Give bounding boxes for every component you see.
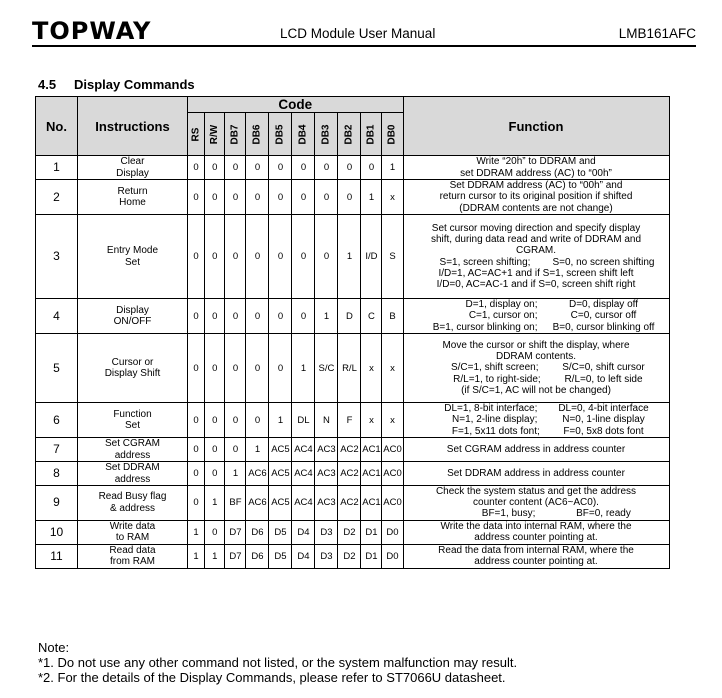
code-bit-cell: AC0 (382, 462, 403, 486)
instruction-line: Function (113, 408, 152, 420)
bit-header (292, 113, 315, 156)
code-bit-cell: 1 (205, 544, 225, 568)
code-bit-cell: R/L (338, 334, 361, 403)
code-bit-cell: S (382, 215, 403, 299)
row-number: 11 (36, 544, 78, 568)
code-bit-cell: D6 (246, 544, 269, 568)
instruction-line: Set DDRAM (105, 462, 160, 473)
bit-header-label: DB4 (297, 123, 309, 145)
code-bit-cell: 0 (246, 156, 269, 180)
code-bit-cell: AC2 (338, 462, 361, 486)
bit-header (382, 113, 403, 156)
code-bit-cell: 1 (188, 520, 205, 544)
function-line (404, 299, 669, 310)
code-bit-cell: 0 (292, 180, 315, 215)
function-line-left: S/C=1, shift screen; (450, 362, 539, 374)
code-bit-cell: 1 (225, 462, 246, 486)
instruction-cell (78, 486, 188, 521)
row-number: 2 (36, 180, 78, 215)
instruction-line: Clear (120, 156, 145, 167)
instruction-line: Display (116, 304, 149, 316)
function-line (404, 374, 669, 385)
instruction-line: from RAM (110, 556, 155, 568)
code-bit-cell: 0 (188, 462, 205, 486)
note-2: *2. For the details of the Display Commands, please refer to ST7066U datasheet. (38, 670, 506, 685)
instruction-line: to RAM (115, 532, 150, 544)
display-commands-table (35, 96, 670, 569)
code-bit-cell: 0 (225, 215, 246, 299)
code-bit-cell: x (382, 334, 403, 403)
function-line-right: F=0, 5x8 dots font (563, 425, 644, 437)
model-number: LMB161AFC (618, 26, 696, 41)
instruction-line: Write data (109, 520, 156, 532)
function-line-left: B=1, cursor blinking on; (432, 321, 538, 333)
table-row (36, 299, 670, 334)
bit-header (269, 113, 292, 156)
code-bit-cell: 0 (246, 180, 269, 215)
bit-header (361, 113, 382, 156)
code-bit-cell: D1 (361, 544, 382, 568)
instruction-line: Read Busy flag (98, 491, 167, 503)
function-line-left: F=1, 5x11 dots font; (451, 425, 540, 437)
code-bit-cell: 0 (246, 334, 269, 403)
code-bit-cell: D2 (338, 544, 361, 568)
instruction-line: & address (109, 502, 156, 514)
function-line-right: C=0, cursor off (570, 310, 637, 322)
instruction-cell (78, 334, 188, 403)
function-line: Set CGRAM address in address counter (446, 443, 626, 455)
function-line (404, 403, 669, 414)
row-number: 4 (36, 299, 78, 334)
function-line-right: R/L=0, to left side (564, 373, 643, 385)
code-bit-cell: D3 (315, 544, 338, 568)
function-line-right: S/C=0, shift cursor (562, 362, 645, 374)
code-bit-cell: D (338, 299, 361, 334)
code-bit-cell: 0 (246, 403, 269, 438)
function-line: counter content (AC6~AC0). (473, 497, 599, 509)
manual-title: LCD Module User Manual (280, 26, 436, 41)
code-bit-cell: 0 (205, 299, 225, 334)
header-rule (32, 45, 696, 47)
code-bit-cell: AC1 (361, 486, 382, 521)
table-row (36, 462, 670, 486)
table-row (36, 156, 670, 180)
code-bit-cell: AC2 (338, 486, 361, 521)
code-bit-cell: D4 (292, 544, 315, 568)
instruction-line: Display Shift (104, 368, 161, 379)
code-bit-cell: S/C (315, 334, 338, 403)
code-bit-cell: 0 (205, 215, 225, 299)
code-bit-cell: 0 (292, 215, 315, 299)
bit-header (338, 113, 361, 156)
instruction-line: Set (124, 420, 140, 431)
code-bit-cell: 0 (269, 180, 292, 215)
table-row (36, 215, 670, 299)
code-bit-cell: B (382, 299, 403, 334)
function-line: Write “20h” to DDRAM and (476, 156, 596, 168)
row-number: 6 (36, 403, 78, 438)
page-header (32, 18, 696, 44)
column-header-function: Function (403, 97, 669, 156)
instruction-line: Display (116, 167, 149, 179)
instruction-cell (78, 156, 188, 180)
code-bit-cell: 0 (225, 334, 246, 403)
code-bit-cell: x (361, 334, 382, 403)
function-line: set DDRAM address (AC) to “00h” (460, 167, 612, 179)
row-number: 3 (36, 215, 78, 299)
code-bit-cell: 0 (205, 462, 225, 486)
function-line: (DDRAM contents are not change) (459, 202, 613, 214)
instruction-cell (78, 544, 188, 568)
function-line: DDRAM contents. (495, 351, 577, 363)
function-line: CGRAM. (516, 245, 556, 257)
code-bit-cell: AC5 (269, 438, 292, 462)
function-line: Set DDRAM address (AC) to “00h” and (449, 180, 623, 192)
row-number: 7 (36, 438, 78, 462)
code-bit-cell: 0 (246, 299, 269, 334)
code-bit-cell: 0 (225, 156, 246, 180)
code-bit-cell: x (382, 403, 403, 438)
function-line-left: C=1, cursor on; (468, 310, 538, 322)
row-number: 8 (36, 462, 78, 486)
instruction-cell (78, 462, 188, 486)
function-cell (403, 180, 669, 215)
company-logo: TOPWAY (32, 17, 152, 45)
instruction-cell (78, 438, 188, 462)
function-cell (403, 438, 669, 462)
instruction-line: Read data (109, 544, 156, 556)
instruction-cell (78, 403, 188, 438)
code-bit-cell: AC3 (315, 438, 338, 462)
function-line: Write the data into internal RAM, where the (440, 520, 632, 532)
function-line (404, 310, 669, 321)
code-bit-cell: 0 (188, 215, 205, 299)
code-bit-cell: 0 (338, 156, 361, 180)
function-line: return cursor to its original position if shifted (439, 191, 633, 203)
code-bit-cell: AC0 (382, 486, 403, 521)
code-bit-cell: AC4 (292, 486, 315, 521)
table-row (36, 180, 670, 215)
instruction-line: Set (124, 256, 140, 268)
instruction-cell (78, 520, 188, 544)
bit-header (246, 113, 269, 156)
code-bit-cell: x (361, 403, 382, 438)
instruction-line: ON/OFF (113, 316, 152, 327)
row-number: 10 (36, 520, 78, 544)
code-bit-cell: 0 (205, 334, 225, 403)
table-row (36, 544, 670, 568)
section-number: 4.5 (38, 77, 57, 92)
instruction-line: Set CGRAM (104, 438, 160, 449)
code-bit-cell: 0 (246, 215, 269, 299)
code-bit-cell: 0 (205, 403, 225, 438)
code-bit-cell: 1 (205, 486, 225, 521)
function-line: I/D=1, AC=AC+1 and if S=1, screen shift left (438, 267, 634, 279)
function-line-left: N=1, 2-line display; (452, 414, 538, 426)
row-number: 5 (36, 334, 78, 403)
function-line: shift, during data read and write of DDRAM and (430, 234, 642, 246)
code-bit-cell: 0 (205, 438, 225, 462)
code-bit-cell: AC1 (361, 438, 382, 462)
code-bit-cell: 0 (205, 520, 225, 544)
instruction-cell (78, 180, 188, 215)
code-bit-cell: AC3 (315, 462, 338, 486)
function-line-left: D=1, display on; (465, 299, 538, 311)
code-bit-cell: C (361, 299, 382, 334)
note-1: *1. Do not use any other command not listed, or the system malfunction may result. (38, 655, 518, 670)
function-line: Set cursor moving direction and specify display (431, 222, 641, 234)
function-cell (403, 403, 669, 438)
code-bit-cell: D3 (315, 520, 338, 544)
function-line: (if S/C=1, AC will not be changed) (461, 384, 611, 396)
code-bit-cell: 1 (338, 215, 361, 299)
code-bit-cell: D7 (225, 520, 246, 544)
function-line: Move the cursor or shift the display, where (442, 339, 630, 351)
instruction-line: Entry Mode (106, 245, 159, 256)
code-bit-cell: AC6 (246, 486, 269, 521)
code-bit-cell: AC4 (292, 462, 315, 486)
code-bit-cell: D6 (246, 520, 269, 544)
code-bit-cell: 1 (292, 334, 315, 403)
function-line-right: S=0, no screen shifting (552, 256, 655, 268)
code-bit-cell: 0 (188, 299, 205, 334)
code-bit-cell: I/D (361, 215, 382, 299)
function-line-right: DL=0, 4-bit interface (558, 403, 649, 415)
bit-header-label: R/W (209, 124, 221, 144)
row-number: 9 (36, 486, 78, 521)
section-heading (38, 78, 195, 92)
code-bit-cell: DL (292, 403, 315, 438)
table-row (36, 334, 670, 403)
function-cell (403, 544, 669, 568)
code-bit-cell: 1 (269, 403, 292, 438)
code-bit-cell: 1 (361, 180, 382, 215)
function-cell (403, 299, 669, 334)
code-bit-cell: D0 (382, 544, 403, 568)
row-number: 1 (36, 156, 78, 180)
function-cell (403, 520, 669, 544)
function-line-right: N=0, 1-line display (562, 414, 645, 426)
code-bit-cell: BF (225, 486, 246, 521)
function-line: Read the data from internal RAM, where the (438, 544, 634, 556)
function-line (404, 362, 669, 373)
code-bit-cell: D5 (269, 544, 292, 568)
code-bit-cell: 0 (205, 156, 225, 180)
code-bit-cell: D7 (225, 544, 246, 568)
code-bit-cell: 0 (269, 334, 292, 403)
instruction-cell (78, 299, 188, 334)
bit-header (315, 113, 338, 156)
function-cell (403, 156, 669, 180)
code-bit-cell: D0 (382, 520, 403, 544)
code-bit-cell: 0 (205, 180, 225, 215)
function-cell (403, 215, 669, 299)
code-bit-cell: D1 (361, 520, 382, 544)
table-row (36, 438, 670, 462)
code-bit-cell: 0 (269, 156, 292, 180)
bit-header (188, 113, 205, 156)
instruction-cell (78, 215, 188, 299)
instruction-line: address (114, 449, 151, 461)
code-bit-cell: AC4 (292, 438, 315, 462)
function-line-left: S=1, screen shifting; (439, 256, 531, 268)
code-bit-cell: 0 (315, 156, 338, 180)
code-bit-cell: 0 (338, 180, 361, 215)
instruction-line: Cursor or (111, 356, 154, 368)
code-bit-cell: AC6 (246, 462, 269, 486)
function-line: I/D=0, AC=AC-1 and if S=0, screen shift right (436, 278, 636, 290)
code-bit-cell: 0 (225, 180, 246, 215)
bit-header-label: DB0 (386, 123, 398, 145)
code-bit-cell: 0 (225, 403, 246, 438)
code-bit-cell: 0 (292, 156, 315, 180)
function-line (404, 426, 669, 437)
code-bit-cell: 0 (225, 438, 246, 462)
code-bit-cell: 0 (361, 156, 382, 180)
function-line-right: B=0, cursor blinking off (552, 321, 655, 333)
column-header-no: No. (36, 97, 78, 156)
code-bit-cell: AC5 (269, 462, 292, 486)
instruction-line: Return (117, 185, 148, 197)
instruction-line: Home (119, 197, 146, 208)
function-cell (403, 486, 669, 521)
code-bit-cell: 0 (188, 486, 205, 521)
code-bit-cell: 0 (292, 299, 315, 334)
code-bit-cell: AC1 (361, 462, 382, 486)
code-bit-cell: 0 (315, 215, 338, 299)
instruction-line: address (114, 473, 151, 485)
notes-block (38, 640, 517, 685)
bit-header-label: RS (190, 127, 202, 141)
function-line (404, 257, 669, 268)
function-line (404, 414, 669, 425)
bit-header-label: DB1 (365, 123, 377, 145)
code-bit-cell: AC3 (315, 486, 338, 521)
code-bit-cell: D2 (338, 520, 361, 544)
commands-body (36, 156, 670, 569)
code-bit-cell: AC5 (269, 486, 292, 521)
code-bit-cell: N (315, 403, 338, 438)
code-bit-cell: 1 (246, 438, 269, 462)
note-heading: Note: (38, 640, 70, 655)
function-line: address counter pointing at. (474, 532, 598, 544)
function-line: address counter pointing at. (474, 556, 598, 568)
code-bit-cell: 0 (188, 180, 205, 215)
function-line-right: D=0, display off (568, 299, 639, 311)
code-bit-cell: 0 (188, 403, 205, 438)
bit-header-label: DB5 (274, 123, 286, 145)
code-bit-cell: x (382, 180, 403, 215)
code-bit-cell: AC0 (382, 438, 403, 462)
bit-header (225, 113, 246, 156)
column-header-instructions: Instructions (78, 97, 188, 156)
bit-header-label: DB6 (251, 123, 263, 145)
function-line (404, 322, 669, 333)
function-line-left: DL=1, 8-bit interface; (444, 403, 538, 415)
section-title: Display Commands (74, 77, 195, 92)
code-bit-cell: 0 (225, 299, 246, 334)
function-line (404, 508, 669, 519)
code-bit-cell: 0 (269, 215, 292, 299)
bit-header-label: DB2 (343, 123, 355, 145)
code-bit-cell: 1 (382, 156, 403, 180)
code-bit-cell: AC2 (338, 438, 361, 462)
table-row (36, 520, 670, 544)
bit-header (205, 113, 225, 156)
table-row (36, 403, 670, 438)
code-bit-cell: D4 (292, 520, 315, 544)
code-bit-cell: 0 (315, 180, 338, 215)
code-bit-cell: 1 (188, 544, 205, 568)
function-line-left: BF=1, busy; (481, 508, 536, 520)
code-bit-cell: 0 (188, 156, 205, 180)
function-line: Set DDRAM address in address counter (447, 467, 625, 479)
code-bit-cell: 0 (188, 334, 205, 403)
code-bit-cell: 0 (269, 299, 292, 334)
code-bit-cell: 0 (188, 438, 205, 462)
function-line-left: R/L=1, to right-side; (453, 373, 541, 385)
function-line: Check the system status and get the address (435, 486, 637, 497)
table-row (36, 486, 670, 521)
bit-header-label: DB7 (229, 123, 241, 145)
code-bit-cell: F (338, 403, 361, 438)
code-bit-cell: D5 (269, 520, 292, 544)
column-header-code: Code (188, 97, 404, 113)
code-bit-cell: 1 (315, 299, 338, 334)
function-cell (403, 334, 669, 403)
function-cell (403, 462, 669, 486)
function-line-right: BF=0, ready (576, 508, 631, 520)
bit-header-label: DB3 (320, 123, 332, 145)
